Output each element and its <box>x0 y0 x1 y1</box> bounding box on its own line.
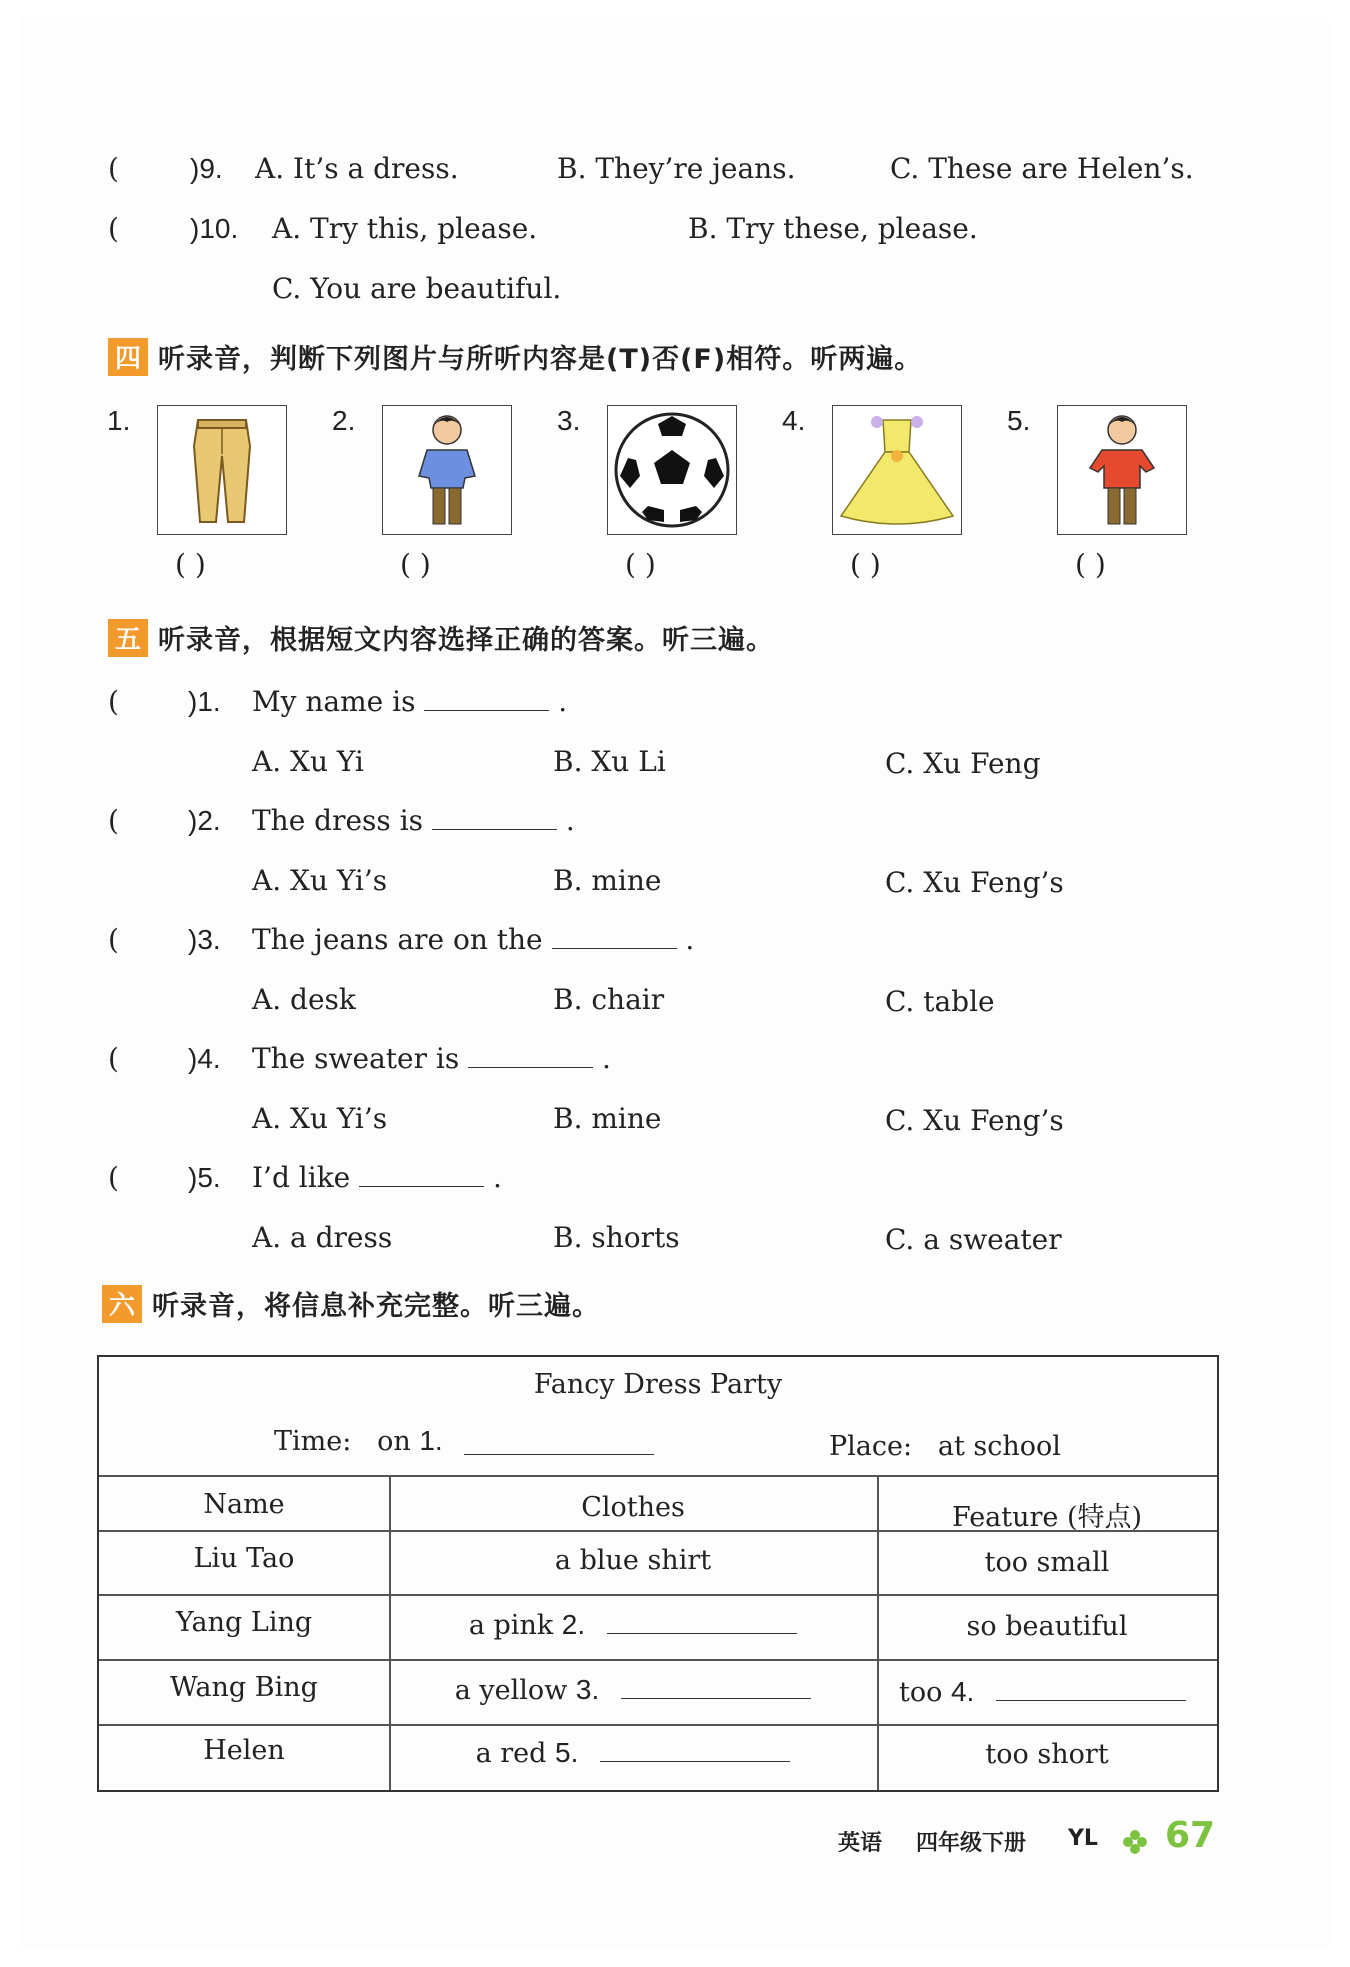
stem-text: The jeans are on the <box>252 923 552 956</box>
option-a: A. It’s a dress. <box>255 152 459 185</box>
football-icon <box>608 406 736 534</box>
question-stem <box>252 685 567 718</box>
section-4-heading <box>108 337 922 376</box>
option-b: B. chair <box>553 983 665 1016</box>
answer-paren[interactable]: ( <box>108 1161 119 1194</box>
table-title: Fancy Dress Party <box>533 1369 783 1400</box>
option-b: B. mine <box>553 864 662 897</box>
cell-name: Helen <box>203 1735 285 1766</box>
stem-text: I’d like <box>252 1161 360 1194</box>
divider <box>99 1475 1217 1477</box>
question-stem <box>252 804 575 837</box>
picture-number: 2. <box>332 405 356 436</box>
question-number: )3. <box>188 924 221 955</box>
picture-football <box>607 405 737 535</box>
cell-feature[interactable]: too 4. <box>899 1676 1239 1708</box>
cell-name: Liu Tao <box>193 1543 295 1574</box>
option-a: A. Try this, please. <box>272 212 538 245</box>
cell-clothes: a blue shirt <box>554 1545 712 1576</box>
option-a: A. a dress <box>252 1221 393 1254</box>
header-clothes: Clothes <box>581 1492 685 1523</box>
option-c: C. You are beautiful. <box>272 272 562 305</box>
answer-paren[interactable]: ( ) <box>1075 548 1106 581</box>
question-stem <box>252 1042 611 1075</box>
question-number-10: )10. <box>190 213 239 244</box>
section-title: 听录音，根据短文内容选择正确的答案。听三遍。 <box>158 625 774 656</box>
option-c: C. Xu Feng’s <box>885 1104 1064 1137</box>
trousers-icon <box>158 406 286 534</box>
boy-in-sweater-icon <box>1058 406 1186 534</box>
answer-paren[interactable]: ( <box>108 152 119 185</box>
option-a: A. Xu Yi’s <box>252 1102 388 1135</box>
clover-icon <box>1120 1827 1150 1857</box>
question-number: )2. <box>188 805 221 836</box>
option-b: B. mine <box>553 1102 662 1135</box>
answer-paren[interactable]: ( ) <box>175 548 206 581</box>
picture-trousers <box>157 405 287 535</box>
cell-clothes[interactable]: a yellow 3. <box>389 1674 877 1706</box>
option-b: B. shorts <box>553 1221 680 1254</box>
answer-paren[interactable]: ( ) <box>625 548 656 581</box>
footer-edition: YL <box>1068 1826 1098 1851</box>
answer-blank[interactable] <box>607 1611 797 1634</box>
answer-paren[interactable]: ( ) <box>850 548 881 581</box>
picture-number: 1. <box>107 405 131 436</box>
option-b: B. Xu Li <box>553 745 666 778</box>
section-title: 听录音，判断下列图片与所听内容是(T)否(F)相符。听两遍。 <box>158 344 923 375</box>
stem-text: My name is <box>252 685 425 718</box>
picture-dress <box>832 405 962 535</box>
section-badge: 四 <box>108 338 148 376</box>
fancy-dress-party-table <box>97 1355 1219 1792</box>
answer-blank[interactable] <box>621 1676 811 1699</box>
option-a: A. desk <box>252 983 356 1016</box>
answer-blank[interactable] <box>552 926 677 949</box>
option-c: C. Xu Feng’s <box>885 866 1064 899</box>
option-a: A. Xu Yi <box>252 745 364 778</box>
answer-paren[interactable]: ( <box>108 804 119 837</box>
divider <box>99 1659 1217 1661</box>
cell-feature: so beautiful <box>966 1611 1128 1642</box>
section-5-heading <box>108 618 774 657</box>
answer-blank[interactable] <box>600 1739 790 1762</box>
section-title: 听录音，将信息补充完整。听三遍。 <box>152 1291 600 1322</box>
option-c: C. These are Helen’s. <box>890 152 1194 185</box>
picture-number: 3. <box>557 405 581 436</box>
footer-grade: 四年级下册 <box>916 1831 1027 1856</box>
question-number: )5. <box>188 1162 221 1193</box>
stem-end: . <box>676 923 695 956</box>
divider <box>99 1594 1217 1596</box>
cell-name: Wang Bing <box>170 1672 318 1703</box>
footer-subject: 英语 <box>838 1831 883 1856</box>
answer-blank[interactable] <box>424 688 549 711</box>
question-number-9: )9. <box>190 153 223 184</box>
stem-text: The sweater is <box>252 1042 469 1075</box>
cell-name: Yang Ling <box>175 1607 313 1638</box>
option-b: B. They’re jeans. <box>557 152 796 185</box>
question-number: )4. <box>188 1043 221 1074</box>
header-feature: Feature (特点) <box>951 1502 1143 1533</box>
stem-end: . <box>556 804 575 837</box>
option-a: A. Xu Yi’s <box>252 864 388 897</box>
answer-paren[interactable]: ( <box>108 1042 119 1075</box>
answer-blank[interactable] <box>996 1678 1186 1701</box>
question-stem <box>252 923 694 956</box>
answer-blank[interactable] <box>359 1164 484 1187</box>
answer-paren[interactable]: ( ) <box>400 548 431 581</box>
header-name: Name <box>203 1489 285 1520</box>
section-badge: 六 <box>102 1285 142 1323</box>
option-c: C. Xu Feng <box>885 747 1041 780</box>
stem-end: . <box>549 685 568 718</box>
picture-number: 4. <box>782 405 806 436</box>
option-c: C. table <box>885 985 995 1018</box>
dress-icon <box>833 406 961 534</box>
picture-boy-in-sweater <box>1057 405 1187 535</box>
option-b: B. Try these, please. <box>688 212 978 245</box>
cell-clothes[interactable]: a red 5. <box>389 1737 877 1769</box>
stem-end: . <box>484 1161 502 1194</box>
section-badge: 五 <box>108 619 148 657</box>
page-number: 67 <box>1165 1815 1216 1856</box>
answer-blank[interactable] <box>468 1045 593 1068</box>
stem-end: . <box>593 1042 611 1075</box>
picture-number: 5. <box>1007 405 1031 436</box>
answer-paren[interactable]: ( <box>108 923 119 956</box>
place-label: Place: at school <box>829 1431 1061 1462</box>
answer-paren[interactable]: ( <box>108 685 119 718</box>
boy-in-shirt-icon <box>383 406 511 534</box>
time-blank[interactable] <box>464 1454 654 1455</box>
cell-feature: too short <box>985 1739 1109 1770</box>
question-number: )1. <box>188 686 221 717</box>
time-label: Time: on 1. <box>274 1425 443 1457</box>
divider <box>99 1724 1217 1726</box>
cell-clothes[interactable]: a pink 2. <box>389 1609 877 1641</box>
cell-feature: too small <box>984 1547 1110 1578</box>
question-stem <box>252 1161 502 1194</box>
answer-paren[interactable]: ( <box>108 212 119 245</box>
picture-boy-in-shirt <box>382 405 512 535</box>
option-c: C. a sweater <box>885 1223 1062 1256</box>
section-6-heading <box>102 1284 600 1323</box>
stem-text: The dress is <box>252 804 432 837</box>
answer-blank[interactable] <box>432 807 557 830</box>
